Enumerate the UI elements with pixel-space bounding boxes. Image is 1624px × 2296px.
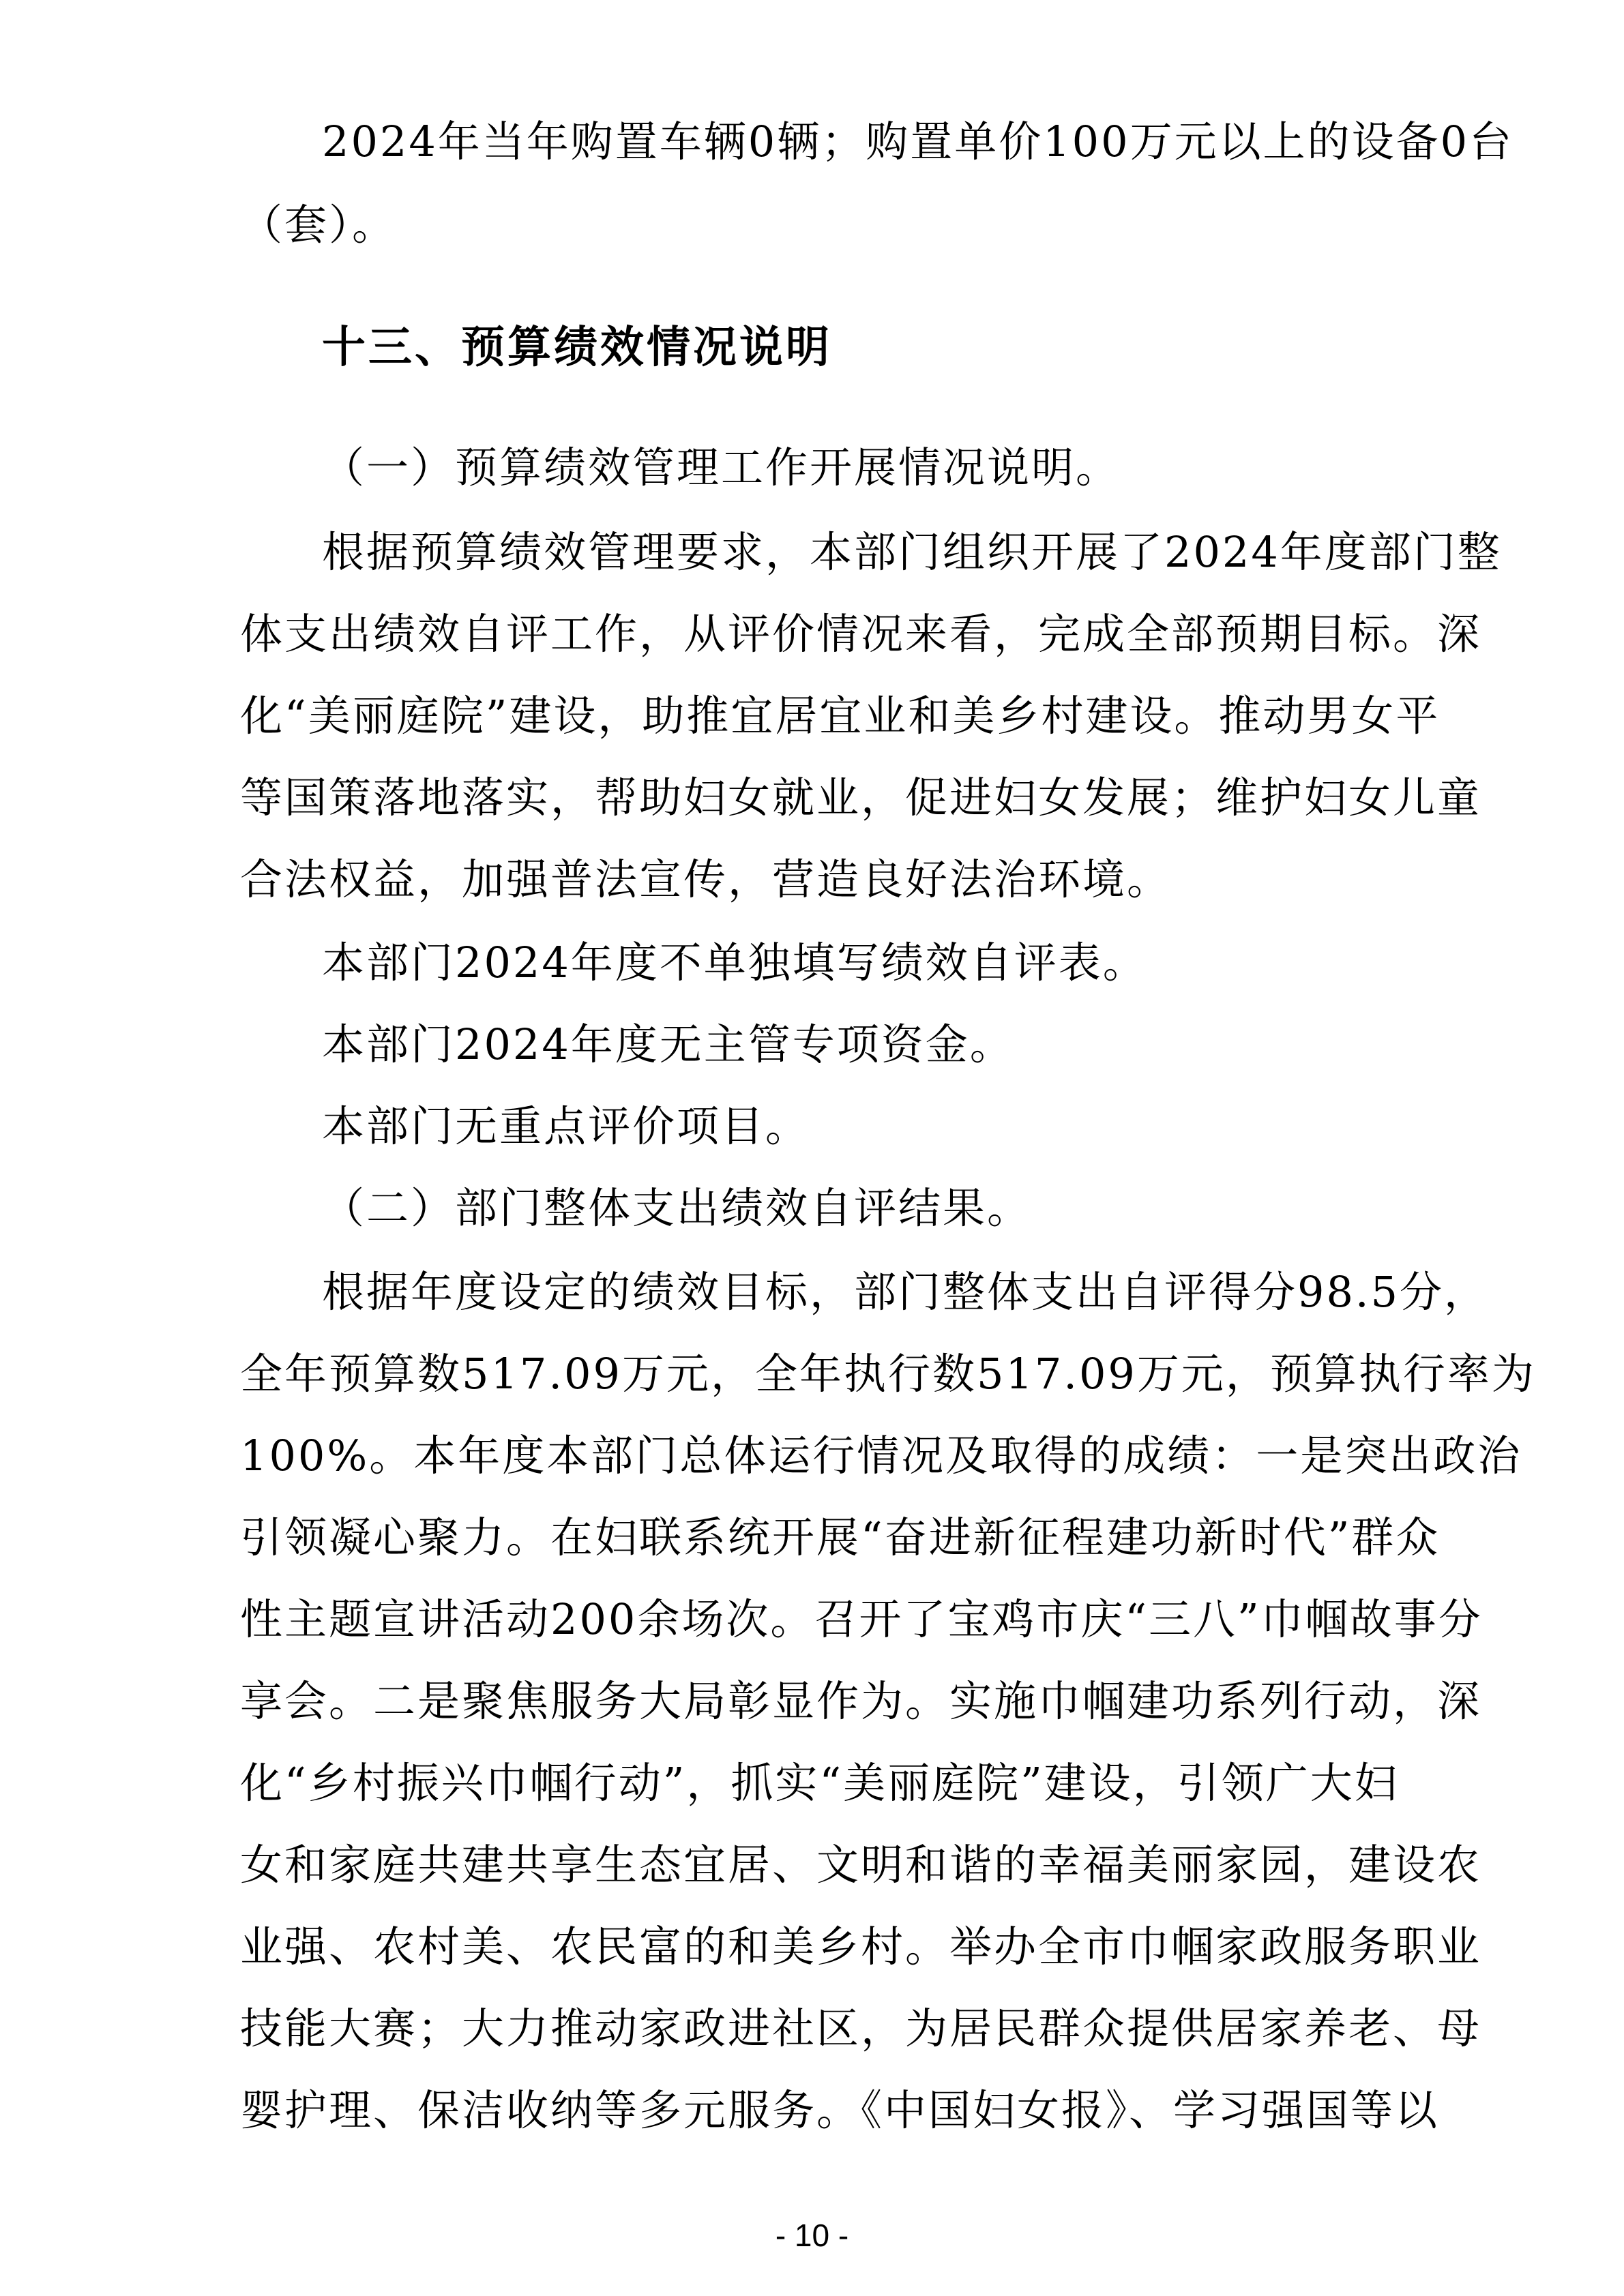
subsection-heading: （二）部门整体支出绩效自评结果。	[322, 1183, 1032, 1233]
paragraph-line: 体支出绩效自评工作，从评价情况来看，完成全部预期目标。深	[240, 609, 1482, 659]
paragraph-line: 引领凝心聚力。在妇联系统开展“奋进新征程建功新时代”群众	[240, 1512, 1441, 1562]
paragraph-line: 婴护理、保洁收纳等多元服务。《中国妇女报》、学习强国等以	[240, 2085, 1440, 2135]
paragraph-line: 化“乡村振兴巾帼行动”，抓实“美丽庭院”建设，引领广大妇	[240, 1758, 1399, 1808]
paragraph-line: 性主题宣讲活动200余场次。召开了宝鸡市庆“三八”巾帼故事分	[240, 1594, 1483, 1644]
paragraph-line: 本部门2024年度不单独填写绩效自评表。	[322, 938, 1147, 987]
paragraph-line: 根据年度设定的绩效目标，部门整体支出自评得分98.5分，	[322, 1267, 1489, 1317]
paragraph-line: 享会。二是聚焦服务大局彰显作为。实施巾帼建功系列行动，深	[240, 1676, 1482, 1726]
paragraph-line: 2024年当年购置车辆0辆；购置单价100万元以上的设备0台	[322, 117, 1514, 166]
paragraph-line: 技能大赛；大力推动家政进社区，为居民群众提供居家养老、母	[240, 2003, 1482, 2053]
paragraph-line: 全年预算数517.09万元，全年执行数517.09万元，预算执行率为	[240, 1349, 1536, 1399]
paragraph-line: （套）。	[240, 200, 397, 250]
paragraph-line: 等国策落地落实，帮助妇女就业，促进妇女发展；维护妇女儿童	[240, 773, 1482, 822]
paragraph-line: 本部门无重点评价项目。	[322, 1101, 810, 1151]
section-heading: 十三、预算绩效情况说明	[322, 323, 832, 373]
paragraph-line: 业强、农村美、农民富的和美乡村。举办全市巾帼家政服务职业	[240, 1922, 1482, 1971]
paragraph-line: 合法权益，加强普法宣传，营造良好法治环境。	[240, 854, 1172, 904]
paragraph-line: 100%。本年度本部门总体运行情况及取得的成绩：一是突出政治	[240, 1431, 1522, 1480]
paragraph-line: 化“美丽庭院”建设，助推宜居宜业和美乡村建设。推动男女平	[240, 691, 1441, 741]
paragraph-line: 本部门2024年度无主管专项资金。	[322, 1019, 1014, 1069]
paragraph-line: 根据预算绩效管理要求，本部门组织开展了2024年度部门整	[322, 527, 1502, 577]
page-number: - 10 -	[775, 2218, 849, 2253]
paragraph-line: 女和家庭共建共享生态宜居、文明和谐的幸福美丽家园，建设农	[240, 1840, 1482, 1890]
subsection-heading: （一）预算绩效管理工作开展情况说明。	[322, 443, 1121, 492]
